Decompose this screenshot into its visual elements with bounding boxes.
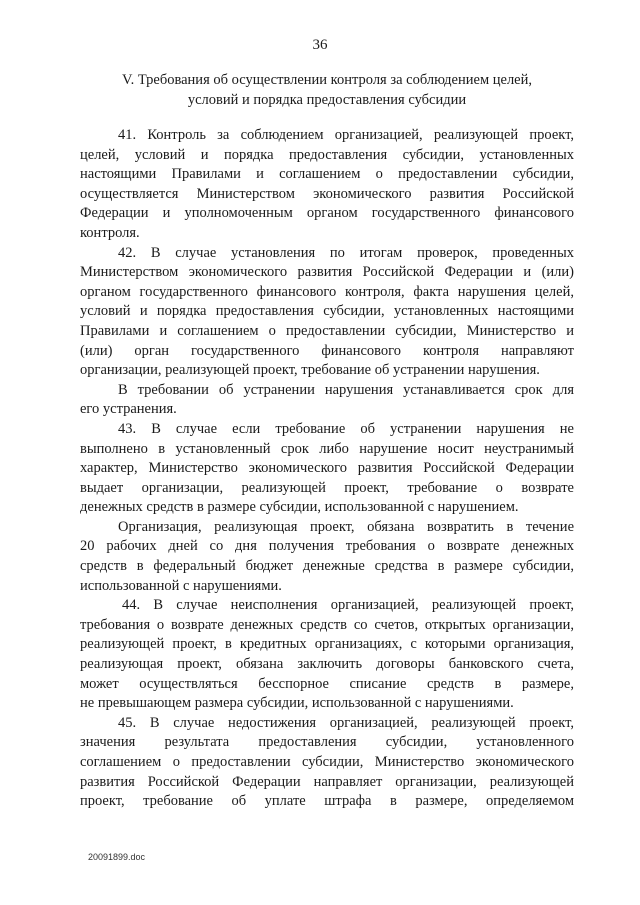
text-line: реализующей проект, в кредитных организациях, с которыми организация, <box>80 636 574 653</box>
page-number: 36 <box>312 37 328 53</box>
text-line: средств в федеральный бюджет денежные средства в размере субсидии, <box>80 558 574 575</box>
text-line: его устранения. <box>80 401 177 418</box>
text-line: организации, реализующей проект, требование об устранении нарушения. <box>80 362 540 379</box>
paragraph <box>80 420 574 518</box>
text-line: целей, условий и порядка предоставления субсидии, установленных <box>80 146 574 163</box>
text-line: реализующая проект, обязана заключить договоры банковского счета, <box>80 656 574 673</box>
text-line: условий и порядка предоставления субсидии, установленных настоящими <box>80 303 574 320</box>
text-line: Организация, реализующая проект, обязана возвратить в течение <box>118 518 574 535</box>
paragraph <box>80 714 574 812</box>
section-heading-line: условий и порядка предоставления субсидии <box>187 92 467 108</box>
file-name-footer: 20091899.doc <box>88 852 146 862</box>
text-line: требования о возврате денежных средств со счетов, открытых организации, <box>80 616 574 633</box>
text-line: органом государственного финансового контроля, факта нарушения целей, <box>80 283 574 300</box>
text-line: соглашением о предоставлении субсидии, Министерство экономического <box>80 754 574 770</box>
text-line: Министерством экономического развития Российской Федерации и (или) <box>80 264 574 281</box>
text-line: (или) орган государственного финансового контроля направляют <box>80 342 574 359</box>
text-line: может осуществляться бесспорное списание средств в размере, <box>80 675 574 692</box>
text-line: Федерации и уполномоченным органом государственного финансового <box>80 205 574 222</box>
paragraph <box>80 596 574 714</box>
text-line: характер, Министерство экономического развития Российской Федерации <box>80 460 574 477</box>
text-line: 41. Контроль за соблюдением организацией, реализующей проект, <box>118 127 574 143</box>
text-line: В требовании об устранении нарушения устанавливается срок для <box>118 381 574 398</box>
text-line: настоящими Правилами и соглашением о предоставлении субсидии, <box>80 166 574 183</box>
text-line: проект, требование об уплате штрафа в размере, определяемом <box>80 793 574 810</box>
text-line: 44. В случае неисполнения организацией, реализующей проект, <box>122 597 574 614</box>
paragraph <box>80 381 574 420</box>
paragraph <box>80 244 574 381</box>
text-line: выдает организации, реализующей проект, требование о возврате <box>80 479 574 496</box>
paragraph <box>80 518 574 596</box>
paragraph <box>80 126 574 244</box>
text-line: денежных средств в размере субсидии, использованной с нарушением. <box>80 499 519 516</box>
document-body <box>80 126 574 812</box>
text-line: 42. В случае установления по итогам проверок, проведенных <box>118 244 574 261</box>
text-line: Правилами и соглашением о предоставлении субсидии, Министерство и <box>80 322 574 339</box>
text-line: развития Российской Федерации направляет организации, реализующей <box>80 773 574 790</box>
text-line: контроля. <box>80 224 140 241</box>
text-line: осуществляется Министерством экономического развития Российской <box>80 185 574 202</box>
text-line: значения результата предоставления субсидии, установленного <box>80 734 574 751</box>
section-heading-line: V. Требования об осуществлении контроля за соблюдением целей, <box>121 72 532 88</box>
text-line: 43. В случае если требование об устранении нарушения не <box>118 420 574 437</box>
text-line: использованной с нарушениями. <box>80 577 282 594</box>
text-line: не превышающем размера субсидии, использованной с нарушениями. <box>80 695 514 712</box>
text-line: 20 рабочих дней со дня получения требования о возврате денежных <box>80 538 574 555</box>
section-heading <box>80 70 574 110</box>
text-line: 45. В случае недостижения организацией, реализующей проект, <box>118 714 574 731</box>
text-line: выполнено в установленный срок либо нарушение носит неустранимый <box>80 440 574 457</box>
